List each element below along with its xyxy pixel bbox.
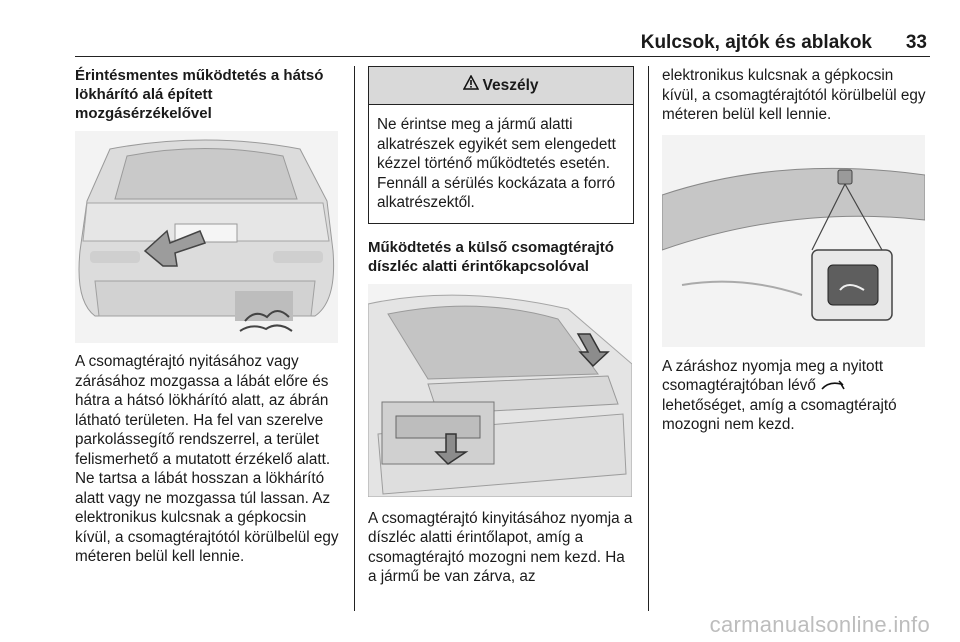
page-number: 33	[905, 32, 927, 53]
warning-triangle-icon	[463, 75, 479, 96]
tailgate-touchpad-illustration	[368, 284, 632, 497]
column-divider-left	[354, 66, 355, 611]
column-3	[662, 66, 930, 435]
section-heading-touchpad: Működtetés a külső csomagtérajtó díszléc alatti érintőkapcsolóval	[368, 238, 614, 275]
tailgate-close-icon	[820, 377, 846, 394]
warning-text: Ne érintse meg a jármű alatti alkatrészek egyikét sem elengedett kézzel történő működtetés esetén. Fennáll a sérülés kockázata a forró alkatrészektől.	[377, 116, 616, 211]
header-rule	[75, 56, 930, 57]
header-title: Kulcsok, ajtók és ablakok	[640, 32, 872, 53]
column-1	[75, 66, 343, 567]
tailgate-close-button-illustration	[662, 135, 925, 347]
column-2	[368, 66, 634, 587]
paragraph-key-range: elektronikus kulcsnak a gépkocsin kívül, a csomagtérajtótól körülbelül egy méteren belül kell lennie.	[662, 67, 926, 123]
column-divider-right	[648, 66, 649, 611]
paragraph-sensor: A csomagtérajtó nyitásához vagy zárásához mozgassa a lábát előre és hátra a hátsó lökhárító alatt, az ábrán látható területen. Ha fel van szerelve parkolássegítő rendszerrel, a terület felismerhető a mutatott érzékelő alatt. Ne tartsa a lábát hosszan a lökhárító alatt vagy ne mozgassa túl lassan. Az elektronikus kulcsnak a gépkocsin kívül, a csomagtérajtótól körülbelül egy méteren belül kell lennie.	[75, 353, 339, 565]
paragraph-close-after: lehetőséget, amíg a csomagtérajtó mozogni nem kezd.	[662, 396, 897, 433]
warning-box	[368, 66, 634, 224]
warning-title: Veszély	[482, 76, 539, 94]
watermark: carmanualsonline.info	[709, 612, 930, 637]
paragraph-close	[662, 357, 930, 435]
paragraph-close-before: A záráshoz nyomja meg a nyitott csomagtérajtóban lévő	[662, 357, 884, 394]
warning-header	[369, 67, 633, 105]
rear-bumper-kick-illustration	[75, 131, 338, 343]
section-heading-sensor: Érintésmentes működtetés a hátsó lökhárító alá épített mozgásérzékelővel	[75, 67, 324, 122]
paragraph-touchpad: A csomagtérajtó kinyitásához nyomja a díszléc alatti érintőlapot, amíg a csomagtérajtó mozogni nem kezd. Ha a jármű be van zárva, az	[368, 509, 633, 585]
